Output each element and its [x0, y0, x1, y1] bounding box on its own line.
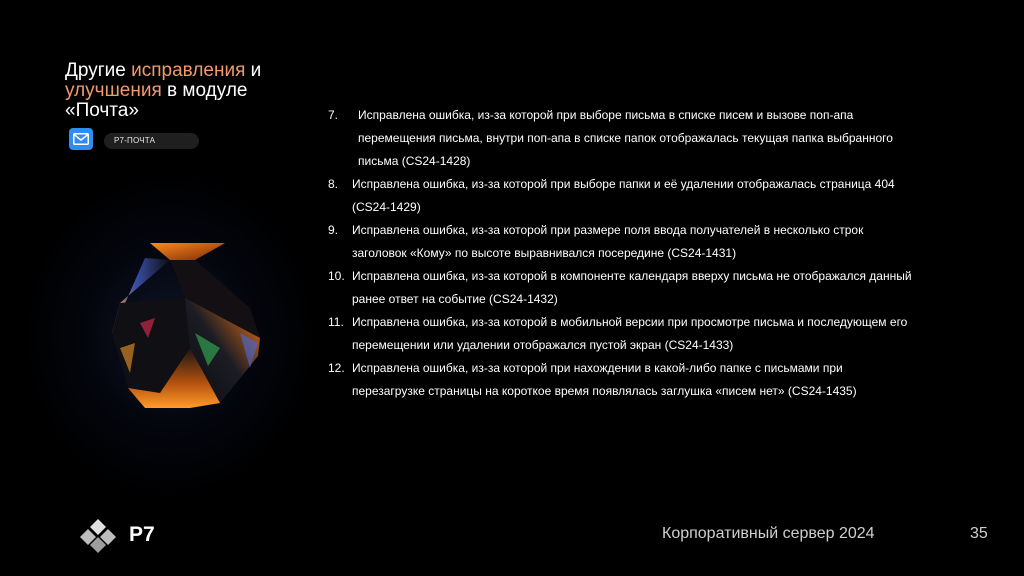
item-text: Исправлена ошибка, из-за которой при выборе папки и её удалении отображалась страница 404 (CS24-1429) — [352, 177, 895, 214]
item-number: 11. — [328, 315, 344, 329]
footer-caption: Корпоративный сервер 2024 — [662, 525, 875, 542]
item-text: Исправлена ошибка, из-за которой при нахождении в какой-либо папке с письмами при перезагрузке страницы на короткое время появлялась заглушка «писем нет» (CS24-1435) — [352, 361, 857, 398]
r7-logo-icon — [74, 517, 122, 553]
list-item — [328, 357, 918, 403]
item-text: Исправлена ошибка, из-за которой в компоненте календаря вверху письма не отображался данный ранее ответ на событие (CS24-1432) — [352, 269, 912, 306]
item-number: 7. — [328, 108, 339, 122]
item-text: Исправлена ошибка, из-за которой при выборе письма в списке писем и вызове поп-апа перемещения письма, внутри поп-апа в списке папок отображалась текущая папка выбранного письма (CS24-1428) — [358, 108, 893, 168]
list-item — [328, 311, 918, 357]
title-part: в модуле — [161, 80, 248, 101]
slide-title — [65, 61, 305, 121]
module-badge: Р7-ПОЧТА — [104, 133, 199, 149]
logo-text: Р7 — [129, 523, 155, 546]
title-accent: улучшения — [65, 80, 162, 101]
list-item — [328, 265, 918, 311]
list-item — [328, 104, 918, 173]
list-item — [328, 219, 918, 265]
title-part: и — [245, 60, 262, 81]
title-part: «Почта» — [65, 100, 139, 121]
crystal-illustration — [100, 238, 270, 413]
mail-icon — [69, 128, 93, 150]
item-number: 8. — [328, 177, 339, 191]
page-number: 35 — [970, 525, 988, 542]
list-item — [328, 173, 918, 219]
item-number: 9. — [328, 223, 339, 237]
item-text: Исправлена ошибка, из-за которой при размере поля ввода получателей в несколько строк заголовок «Кому» по высоте выравнивался посередине (CS24-1431) — [352, 223, 864, 260]
fix-list — [328, 104, 918, 403]
item-number: 12. — [328, 361, 345, 375]
title-part: Другие — [65, 60, 132, 81]
item-text: Исправлена ошибка, из-за которой в мобильной версии при просмотре письма и последующем его перемещении или удалении отображался пустой экран (CS24-1433) — [352, 315, 908, 352]
item-number: 10. — [328, 269, 345, 283]
title-accent: исправления — [131, 60, 246, 81]
